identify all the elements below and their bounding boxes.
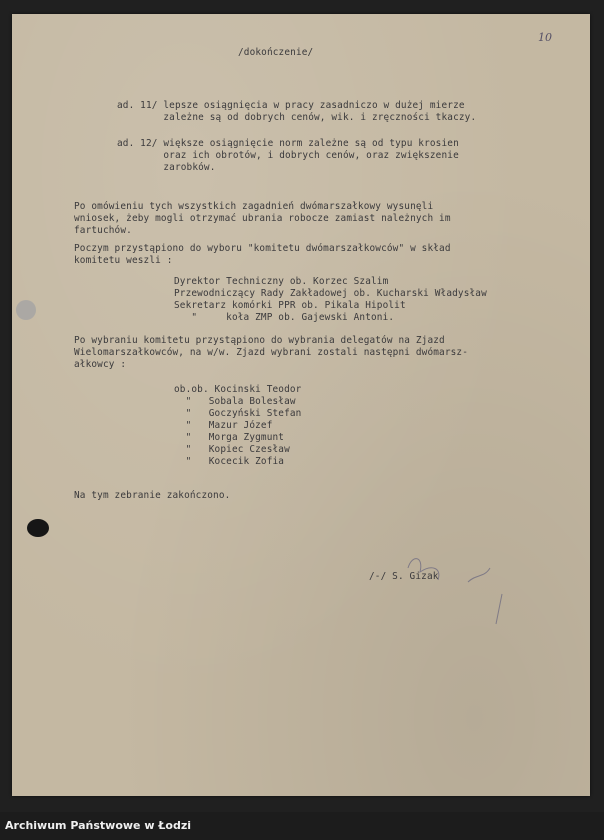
committee-member: Sekretarz komórki PPR ob. Pikala Hipolit xyxy=(174,300,406,311)
committee-member: " koła ZMP ob. Gajewski Antoni. xyxy=(174,312,395,323)
paragraph-2-line: Poczym przystąpiono do wyboru "komitetu dwómarszałkowców" w skład xyxy=(74,243,451,254)
handwritten-signature-mark xyxy=(372,534,512,634)
punch-hole xyxy=(27,519,49,537)
delegate-name: " Mazur Józef xyxy=(174,420,273,431)
paragraph-1-line: wniosek, żeby mogli otrzymać ubrania robocze zamiast należnych im xyxy=(74,213,451,224)
delegate-name: " Kocecik Zofia xyxy=(174,456,285,467)
item-11-line: zależne są od dobrych cenów, wik. i zręczności tkaczy. xyxy=(117,112,477,123)
committee-member: Dyrektor Techniczny ob. Korzec Szalim xyxy=(174,276,389,287)
paper-stain xyxy=(16,300,36,320)
delegate-name: " Kopiec Czesław xyxy=(174,444,290,455)
item-12-line: oraz ich obrotów, i dobrych cenów, oraz zwiększenie xyxy=(117,150,459,161)
signature-line: /-/ S. Gizak xyxy=(369,571,439,582)
committee-member: Przewodniczący Rady Zakładowej ob. Kucharski Władysław xyxy=(174,288,487,299)
delegate-name: " Morga Zygmunt xyxy=(174,432,285,443)
closing-line: Na tym zebranie zakończono. xyxy=(74,490,231,501)
delegate-name: " Sobala Bolesław xyxy=(174,396,296,407)
archive-label: Archiwum Państwowe w Łodzi xyxy=(5,819,192,832)
footer-bar xyxy=(0,812,604,840)
paragraph-3-line: Wielomarszałkowców, na w/w. Zjazd wybrani zostali następni dwómarsz- xyxy=(74,347,469,358)
paragraph-3-line: ałkowcy : xyxy=(74,359,127,370)
delegate-name: " Goczyński Stefan xyxy=(174,408,302,419)
page-number: 10 xyxy=(538,31,552,44)
header-text: /dokończenie/ xyxy=(238,47,314,58)
item-12-line: ad. 12/ większe osiągnięcie norm zależne są od typu krosien xyxy=(117,138,459,149)
paragraph-2-line: komitetu weszli : xyxy=(74,255,173,266)
delegate-name: ob.ob. Kocinski Teodor xyxy=(174,384,302,395)
archival-page xyxy=(12,14,590,796)
paragraph-1-line: Po omówieniu tych wszystkich zagadnień dwómarszałkowy wysunęli xyxy=(74,201,434,212)
paragraph-3-line: Po wybraniu komitetu przystąpiono do wybrania delegatów na Zjazd xyxy=(74,335,445,346)
item-11-line: ad. 11/ lepsze osiągnięcia w pracy zasadniczo w dużej mierze xyxy=(117,100,465,111)
item-12-line: zarobków. xyxy=(117,162,216,173)
paragraph-1-line: fartuchów. xyxy=(74,225,132,236)
